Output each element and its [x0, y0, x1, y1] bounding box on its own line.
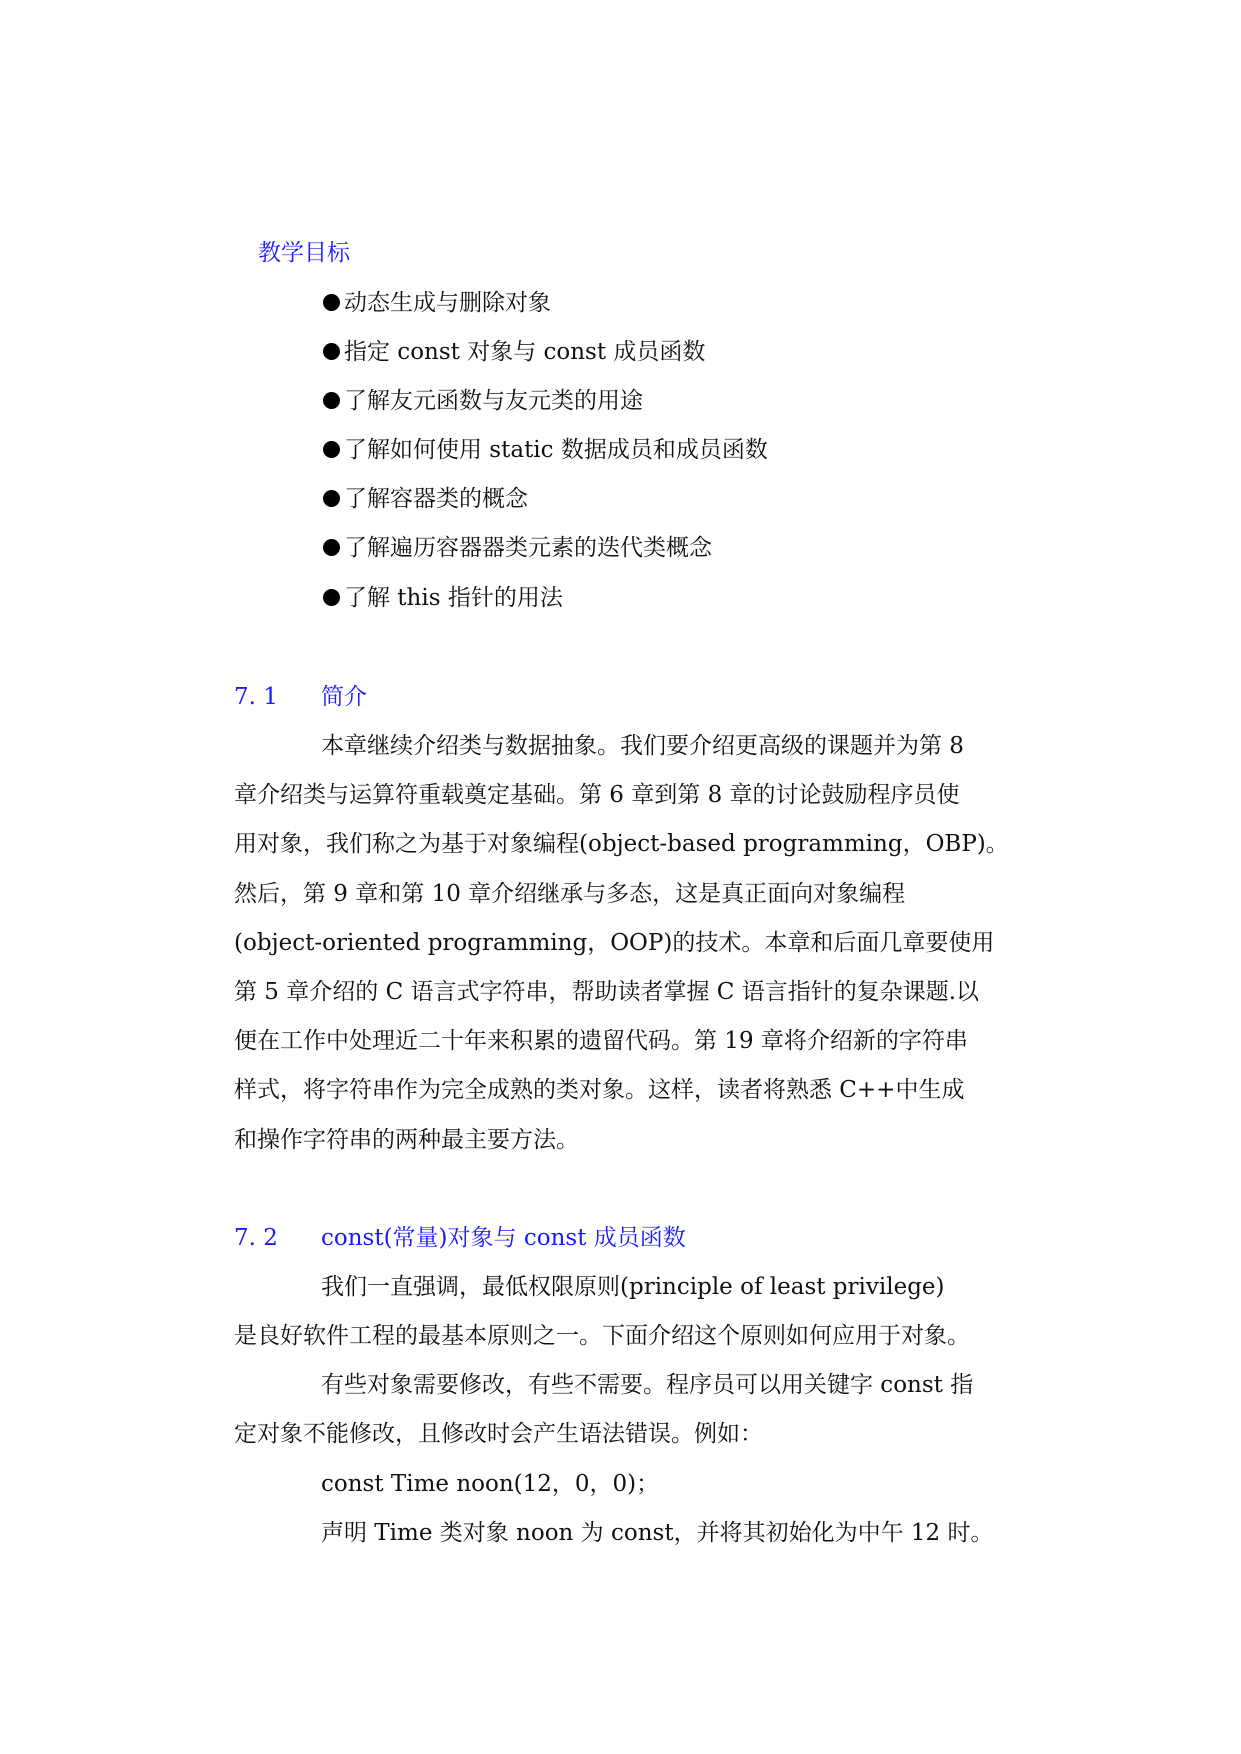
- paragraph-line: 章介绍类与运算符重载奠定基础。第 6 章到第 8 章的讨论鼓励程序员使: [234, 782, 960, 808]
- objective-text: 了解遍历容器器类元素的迭代类概念: [344, 535, 712, 561]
- paragraph-line: 和操作字符串的两种最主要方法。: [234, 1127, 579, 1153]
- objective-item: [323, 533, 712, 563]
- paragraph-line: 样式，将字符串作为完全成熟的类对象。这样，读者将熟悉 C++中生成: [234, 1077, 965, 1103]
- paragraph-line: 本章继续介绍类与数据抽象。我们要介绍更高级的课题并为第 8: [321, 733, 964, 759]
- section-title: 简介: [321, 684, 367, 710]
- bullet-icon: [323, 539, 340, 556]
- objective-item: [323, 386, 643, 416]
- paragraph-line: 是良好软件工程的最基本原则之一。下面介绍这个原则如何应用于对象。: [234, 1323, 970, 1349]
- objective-text: 指定 const 对象与 const 成员函数: [344, 339, 706, 365]
- objective-text: 了解容器类的概念: [344, 486, 528, 512]
- bullet-icon: [323, 490, 340, 507]
- paragraph-line: 定对象不能修改，且修改时会产生语法错误。例如：: [234, 1421, 763, 1447]
- section-title: const(常量)对象与 const 成员函数: [321, 1225, 686, 1251]
- objective-item: [323, 583, 563, 613]
- section-heading-7-1: [234, 682, 367, 712]
- objective-item: [323, 337, 705, 367]
- objective-item: [323, 484, 528, 514]
- objective-text: 了解友元函数与友元类的用途: [344, 388, 643, 414]
- paragraph-line: 有些对象需要修改，有些不需要。程序员可以用关键字 const 指: [321, 1372, 974, 1398]
- paragraph-line: 用对象，我们称之为基于对象编程(object-based programming，OBP)。: [234, 831, 1009, 857]
- objective-item: [323, 435, 768, 465]
- objective-text: 了解 this 指针的用法: [344, 585, 563, 611]
- bullet-icon: [323, 294, 340, 311]
- bullet-icon: [323, 343, 340, 360]
- paragraph-line: 我们一直强调，最低权限原则(principle of least privilege): [321, 1274, 945, 1300]
- paragraph-line: 然后，第 9 章和第 10 章介绍继承与多态，这是真正面向对象编程: [234, 881, 906, 907]
- bullet-icon: [323, 589, 340, 606]
- bullet-icon: [323, 441, 340, 458]
- paragraph-line: (object-oriented programming，OOP)的技术。本章和后面几章要使用: [234, 930, 995, 956]
- section-number: 7. 2: [234, 1225, 278, 1251]
- objective-item: [323, 288, 551, 318]
- objective-text: 动态生成与删除对象: [344, 290, 551, 316]
- bullet-icon: [323, 392, 340, 409]
- objective-text: 了解如何使用 static 数据成员和成员函数: [344, 437, 768, 463]
- section-heading-7-2: [234, 1223, 686, 1253]
- paragraph-line: 第 5 章介绍的 C 语言式字符串，帮助读者掌握 C 语言指针的复杂课题.以: [234, 979, 980, 1005]
- paragraph-line: 便在工作中处理近二十年来积累的遗留代码。第 19 章将介绍新的字符串: [234, 1028, 968, 1054]
- code-example: const Time noon(12，0，0)；: [321, 1471, 660, 1497]
- paragraph-line: 声明 Time 类对象 noon 为 const，并将其初始化为中午 12 时。: [321, 1520, 994, 1546]
- objectives-heading: 教学目标: [258, 240, 350, 266]
- section-number: 7. 1: [234, 684, 278, 710]
